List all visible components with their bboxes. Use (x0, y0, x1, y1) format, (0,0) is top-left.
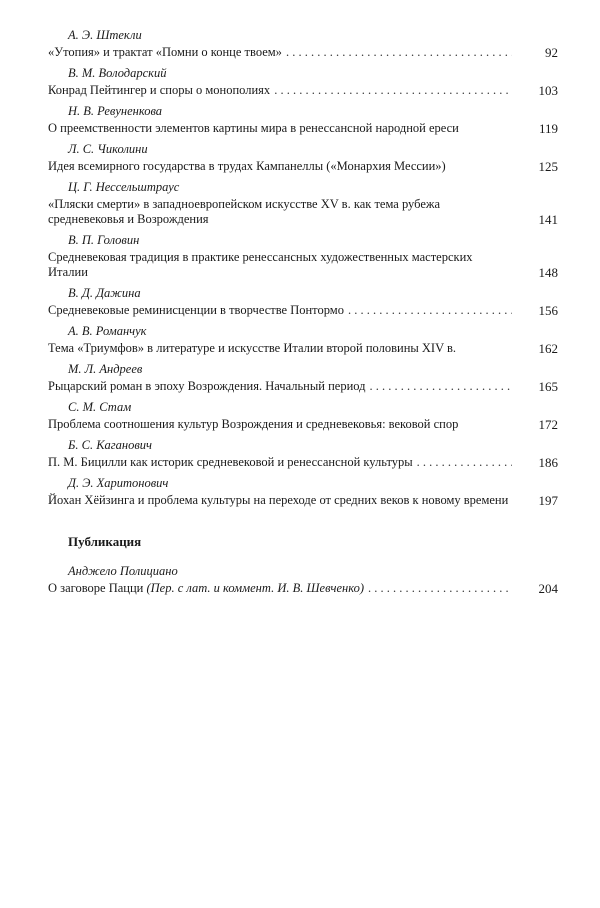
toc-entry (48, 400, 558, 432)
entry-author: Анджело Полициано (68, 564, 178, 578)
toc-entry (48, 180, 558, 227)
entry-title: Йохан Хёйзинга и проблема культуры на переходе от средних веков к новому времени (48, 493, 509, 507)
dot-leader (270, 83, 512, 98)
entry-page-number: 186 (538, 455, 558, 470)
entry-author: Л. С. Чиколини (68, 142, 148, 156)
entry-title-row (48, 417, 558, 432)
entry-page-number: 197 (538, 493, 558, 508)
entry-author: Н. В. Ревуненкова (68, 104, 163, 118)
toc-entry (48, 476, 558, 508)
entry-author: В. П. Головин (68, 233, 140, 247)
entry-title: Средневековые реминисценции в творчестве Понтормо (48, 303, 344, 317)
entry-page-number: 148 (538, 265, 558, 280)
entry-title: Средневековая традиция в практике ренессансных художественных мастерских Италии (48, 250, 473, 279)
entry-page-number: 103 (538, 83, 558, 98)
entry-title-row (48, 197, 558, 227)
entry-title: Рыцарский роман в эпоху Возрождения. Начальный период (48, 379, 366, 393)
entry-page-number: 119 (538, 121, 558, 136)
entry-page-number: 162 (538, 341, 558, 356)
entry-page-number: 156 (538, 303, 558, 318)
entry-page-number: 165 (538, 379, 558, 394)
entry-author: А. Э. Штекли (68, 28, 142, 42)
dot-leader (282, 45, 512, 60)
entry-page-number: 141 (538, 212, 558, 227)
entry-title: «Утопия» и трактат «Помни о конце твоем» (48, 45, 282, 59)
entry-title-row (48, 121, 558, 136)
entry-author: А. В. Романчук (68, 324, 147, 338)
toc-entry (48, 286, 558, 318)
entry-author: Б. С. Каганович (68, 438, 152, 452)
entry-title-row (48, 83, 558, 98)
toc-entry (48, 28, 558, 60)
dot-leader (364, 581, 512, 596)
entry-page-number: 172 (538, 417, 558, 432)
entry-title-row (48, 581, 558, 596)
dot-leader (413, 455, 512, 470)
entry-author: В. Д. Дажина (68, 286, 141, 300)
entry-page-number: 92 (545, 45, 558, 60)
entry-title-main: О заговоре Пацци (48, 581, 144, 595)
entry-title-row (48, 379, 558, 394)
entry-author: М. Л. Андреев (68, 362, 143, 376)
section-heading: Публикация (68, 534, 142, 549)
entry-title: Проблема соотношения культур Возрождения и средневековья: вековой спор (48, 417, 459, 431)
toc-entry (48, 438, 558, 470)
dot-leader (344, 303, 512, 318)
entry-title-row (48, 303, 558, 318)
toc-entry (48, 324, 558, 356)
toc-entry (48, 66, 558, 98)
table-of-contents (48, 28, 558, 602)
entry-title: П. М. Бицилли как историк средневековой и ренессансной культуры (48, 455, 413, 469)
entry-page-number: 204 (538, 581, 558, 596)
toc-entry (48, 142, 558, 174)
entry-title (48, 581, 364, 596)
entry-title-row (48, 455, 558, 470)
entry-title-note: (Пер. с лат. и коммент. И. В. Шевченко) (146, 581, 364, 595)
entry-author: Д. Э. Харитонович (68, 476, 169, 490)
entry-title-row (48, 493, 558, 508)
entry-title: «Пляски смерти» в западноевропейском искусстве XV в. как тема рубежа средневековья и Возрождения (48, 197, 441, 226)
toc-entry (48, 362, 558, 394)
entry-title-row (48, 250, 558, 280)
entry-title-row (48, 159, 558, 174)
publication-entry (48, 564, 558, 596)
entry-author: В. М. Володарский (68, 66, 167, 80)
entry-title-row (48, 45, 558, 60)
entry-page-number: 125 (538, 159, 558, 174)
toc-entry (48, 104, 558, 136)
entry-author: Ц. Г. Нессельштраус (68, 180, 180, 194)
entry-title: Идея всемирного государства в трудах Кампанеллы («Монархия Мессии») (48, 159, 446, 173)
entry-title: О преемственности элементов картины мира в ренессансной народной ереси (48, 121, 459, 135)
entry-author: С. М. Стам (68, 400, 132, 414)
entry-title: Конрад Пейтингер и споры о монополиях (48, 83, 271, 97)
entry-title-row (48, 341, 558, 356)
toc-entry (48, 233, 558, 280)
entry-title: Тема «Триумфов» в литературе и искусстве Италии второй половины XIV в. (48, 341, 457, 355)
dot-leader (366, 379, 512, 394)
